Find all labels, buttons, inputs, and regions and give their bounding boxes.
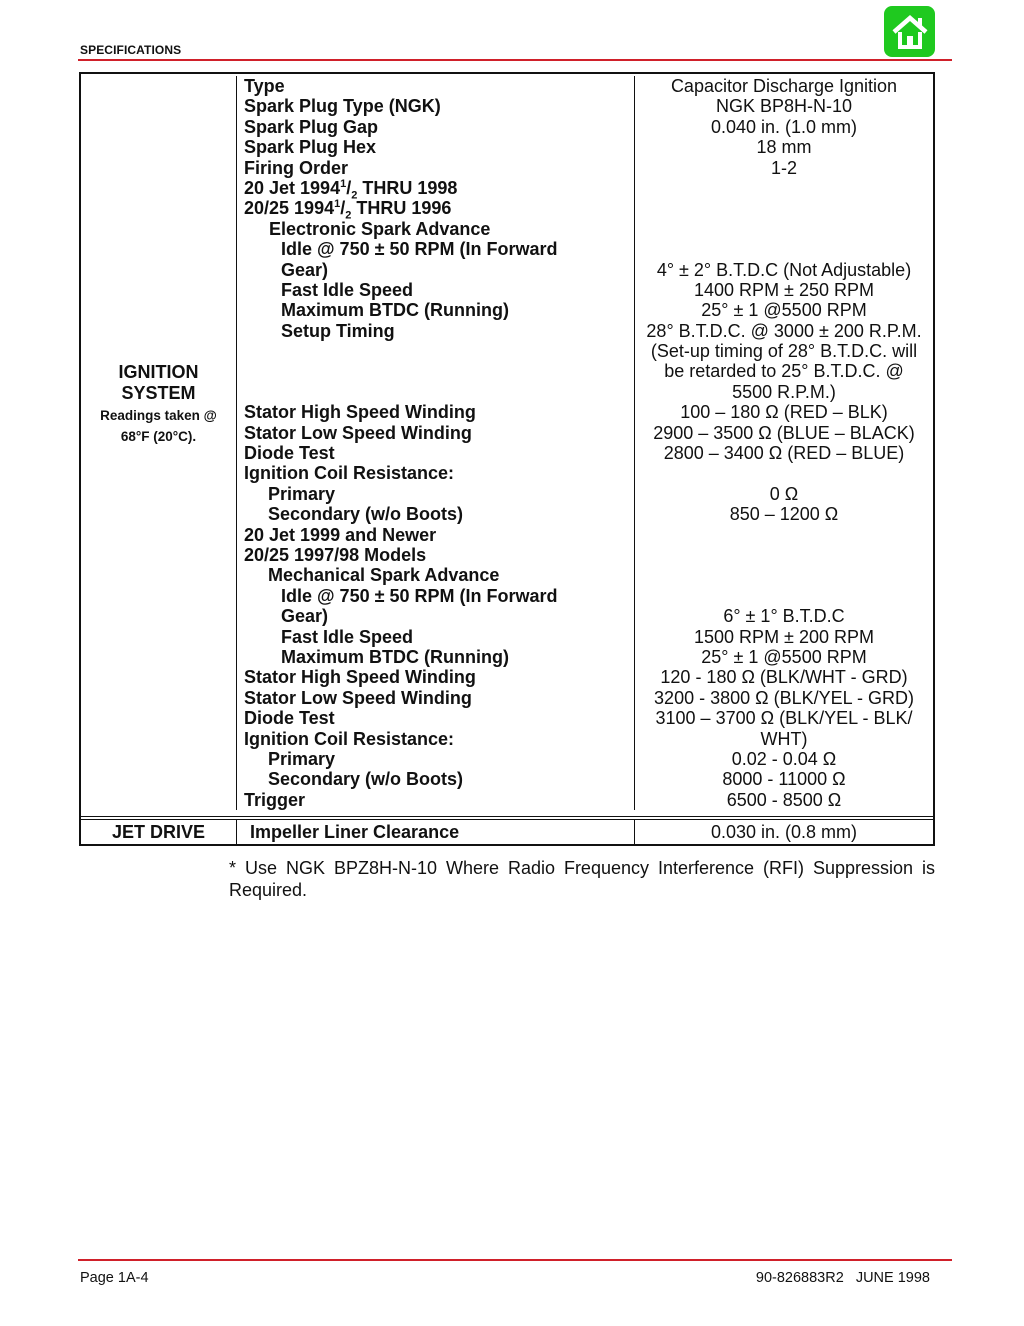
- spec-label: [244, 341, 634, 361]
- spec-label: Type: [244, 76, 285, 96]
- spec-label: Primary: [268, 483, 336, 504]
- spec-label: Firing Order: [244, 157, 349, 178]
- spec-label: 20/25 $1994^1/_2$ THRU 1996: [244, 198, 452, 222]
- spec-label: Gear): [281, 606, 329, 627]
- header-rule: [78, 59, 952, 61]
- spec-label: Idle @ 750 ± 50 RPM (In Forward: [281, 585, 558, 606]
- spec-label: Spark Plug Type (NGK): [244, 96, 441, 117]
- spec-value: [635, 198, 933, 218]
- spec-value: 850 – 1200 Ω: [729, 504, 839, 525]
- spec-value: be retarded to 25° B.T.D.C. @: [664, 361, 904, 382]
- spec-label: Diode Test: [244, 708, 335, 729]
- spec-value: 3200 - 3800 Ω (BLK/YEL - GRD): [654, 687, 914, 708]
- spec-value: 8000 - 11000 Ω: [722, 769, 846, 790]
- header-title: SPECIFICATIONS: [80, 43, 182, 57]
- spec-label: Ignition Coil Resistance:: [244, 463, 455, 484]
- label-column: [237, 76, 635, 810]
- spec-value: [635, 219, 933, 239]
- spec-value: 100 – 180 Ω (RED – BLK): [680, 402, 888, 423]
- document-id: 90-826883R2 JUNE 1998: [755, 1270, 930, 1286]
- spec-value: 120 - 180 Ω (BLK/WHT - GRD): [660, 667, 908, 688]
- spec-label: Primary: [268, 748, 336, 769]
- spec-label: Fast Idle Speed: [281, 626, 414, 647]
- spec-label: Setup Timing: [281, 320, 395, 341]
- spec-value: 18 mm: [756, 137, 812, 158]
- spec-label: Mechanical Spark Advance: [268, 565, 500, 586]
- spec-value: [635, 525, 933, 545]
- spec-value: 6° ± 1° B.T.D.C: [723, 606, 845, 627]
- spec-value: NGK BP8H-N-10: [715, 96, 853, 117]
- spec-label: Spark Plug Hex: [244, 137, 377, 158]
- spec-label: Idle @ 750 ± 50 RPM (In Forward: [281, 239, 558, 260]
- footnote: * Use NGK BPZ8H-N-10 Where Radio Frequency Interference (RFI) Suppression is Required.: [229, 858, 935, 900]
- value-column: [635, 76, 933, 810]
- system-name: JET DRIVE: [111, 822, 206, 843]
- home-button[interactable]: [884, 6, 935, 57]
- system-name-line1: IGNITION: [118, 362, 199, 382]
- spec-label: Secondary (w/o Boots): [268, 769, 464, 790]
- spec-value: Capacitor Discharge Ignition: [670, 76, 898, 96]
- spec-value: 28° B.T.D.C. @ 3000 ± 200 R.P.M.: [646, 320, 922, 341]
- spec-label: Diode Test: [244, 443, 335, 464]
- spec-label: Maximum BTDC (Running): [281, 646, 509, 667]
- spec-label: Trigger: [244, 789, 306, 810]
- spec-value: 1500 RPM ± 200 RPM: [694, 626, 874, 647]
- system-cell: [81, 820, 237, 844]
- section-jet-drive: [81, 816, 933, 844]
- spec-value: 6500 - 8500 Ω: [726, 789, 842, 810]
- spec-value: 2800 – 3400 Ω (RED – BLUE): [663, 443, 905, 464]
- system-note-line2: 68°F (20°C).: [120, 429, 197, 444]
- spec-value: 0 Ω: [769, 483, 799, 504]
- spec-value: [635, 463, 933, 483]
- spec-value: WHT): [760, 728, 808, 749]
- spec-value: [635, 586, 933, 606]
- label-column: [237, 820, 635, 844]
- spec-label: [244, 361, 634, 381]
- home-icon: [891, 13, 929, 51]
- spec-value: 3100 – 3700 Ω (BLK/YEL - BLK/: [655, 708, 913, 729]
- spec-label: Fast Idle Speed: [281, 279, 414, 300]
- section-ignition: [81, 74, 933, 816]
- spec-value: 4° ± 2° B.T.D.C (Not Adjustable): [656, 259, 912, 280]
- spec-value: (Set-up timing of 28° B.T.D.C. will: [650, 341, 918, 362]
- spec-value: 25° ± 1 @5500 RPM: [701, 646, 867, 667]
- spec-value: 0.030 in. (0.8 mm): [710, 822, 858, 843]
- spec-label: Stator Low Speed Winding: [244, 687, 472, 708]
- spec-label: Secondary (w/o Boots): [268, 504, 464, 525]
- spec-label: Gear): [281, 259, 329, 280]
- spec-value: 1400 RPM ± 250 RPM: [694, 279, 874, 300]
- spec-label: Stator High Speed Winding: [244, 667, 476, 688]
- spec-label: Maximum BTDC (Running): [281, 300, 509, 321]
- spec-table: [79, 72, 935, 846]
- spec-label: Electronic Spark Advance: [269, 218, 491, 239]
- spec-value: [635, 565, 933, 585]
- spec-label: Impeller Liner Clearance: [250, 822, 460, 843]
- spec-value: [635, 545, 933, 565]
- spec-value: 0.02 - 0.04 Ω: [731, 748, 837, 769]
- spec-value: 1-2: [770, 157, 797, 178]
- page-number: Page 1A-4: [80, 1270, 149, 1286]
- spec-value: 0.040 in. (1.0 mm): [710, 116, 858, 137]
- system-note-line1: Readings taken @: [100, 408, 217, 423]
- value-column: [635, 820, 933, 844]
- spec-label: Spark Plug Gap: [244, 116, 379, 137]
- spec-label: Ignition Coil Resistance:: [244, 728, 455, 749]
- system-name-line2: SYSTEM: [121, 383, 196, 403]
- spec-value: 5500 R.P.M.): [732, 381, 836, 402]
- spec-label: 20 Jet $1994^1/_2$ THRU 1998: [244, 177, 458, 202]
- spec-label: Stator Low Speed Winding: [244, 422, 472, 443]
- spec-value: [635, 178, 933, 198]
- spec-label: 20 Jet 1999 and Newer: [244, 524, 437, 545]
- spec-value: 2900 – 3500 Ω (BLUE – BLACK): [653, 422, 915, 443]
- system-cell: [81, 76, 237, 810]
- spec-label: [244, 382, 634, 402]
- spec-label: 20/25 1997/98 Models: [244, 544, 427, 565]
- spec-value: [635, 239, 933, 259]
- footer-rule: [78, 1259, 952, 1261]
- spec-label: Stator High Speed Winding: [244, 402, 476, 423]
- spec-value: 25° ± 1 @5500 RPM: [701, 300, 867, 321]
